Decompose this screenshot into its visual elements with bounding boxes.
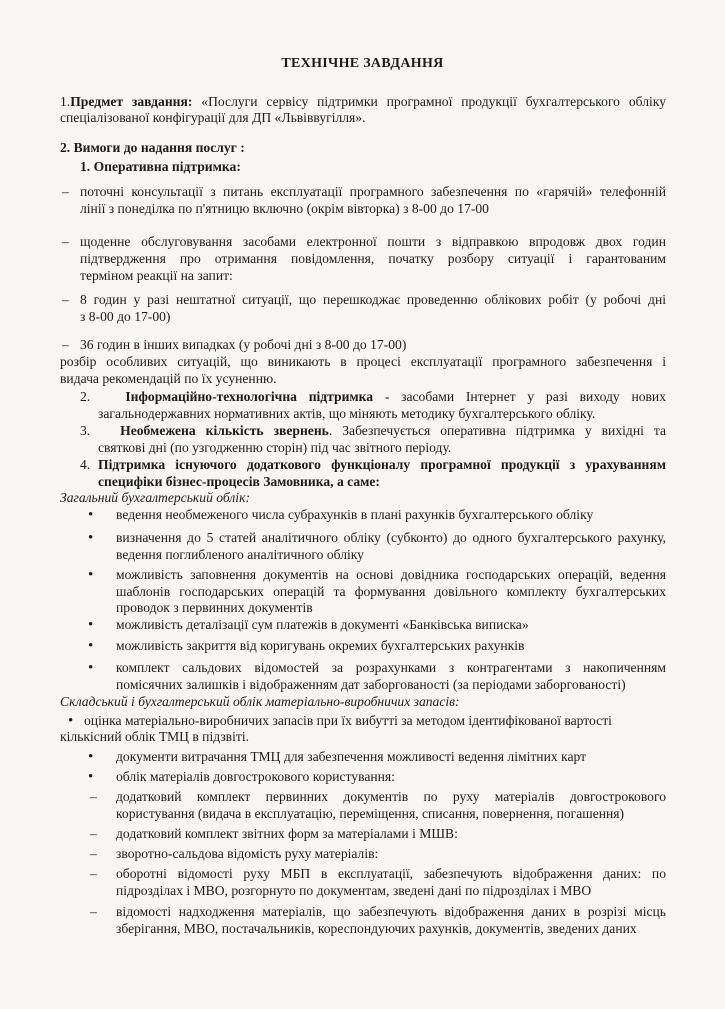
bullet-marker: • — [88, 567, 94, 583]
unlimited-line-1: 3. Необмежена кількість звернень. Забезпечується оперативна підтримка у вихідні та — [80, 423, 666, 438]
warehouse-item-5: зворотно-сальдова відомість руху матеріалів: — [116, 846, 379, 861]
dash-marker: – — [62, 292, 69, 307]
operational-support-heading: 1. Оперативна підтримка: — [80, 159, 241, 174]
general-item-3c: проводок з первинних документів — [116, 600, 313, 615]
general-item-2b: ведення поглибленого аналітичного обліку — [116, 547, 364, 562]
general-item-6a: комплект сальдових відомостей за розрахунками з контрагентами з накопиченням — [116, 660, 666, 675]
general-item-2a: визначення до 5 статей аналітичного обліку (субконто) до одного бухгалтерського рахунку, — [116, 530, 666, 545]
bullet-marker: • — [68, 713, 74, 729]
requirements-heading: 2. Вимоги до надання послуг : — [60, 140, 245, 155]
bullet-marker: • — [88, 660, 94, 676]
dash-marker: – — [62, 337, 69, 352]
dash-marker: – — [62, 184, 69, 199]
general-item-3b: шаблонів господарських операцій та формування довільного комплекту бухгалтерських — [116, 584, 666, 599]
infotech-line-2: загальнодержавних нормативних актів, що міняють методику бухгалтерського обліку. — [98, 406, 596, 421]
item-8h-1: 8 годин у разі нештатної ситуації, що перешкоджає проведенню облікових робіт (у робочі дні — [80, 292, 666, 307]
warehouse-item-3a: додатковий комплект первинних документів по руху матеріалів довгострокового — [116, 789, 666, 804]
warehouse-item-7b: зберігання, МВО, постачальників, кореспондуючих рахунків, документів, зведених даних — [116, 921, 637, 936]
dash-marker: – — [90, 904, 97, 919]
general-accounting-heading: Загальний бухгалтерський облік: — [60, 490, 250, 505]
analysis-para-2: видача рекомендацій по їх усуненню. — [60, 371, 277, 386]
warehouse-item-6b: підрозділах і МВО, розгорнуто по документам, зведені дані по підрозділах і МВО — [116, 883, 592, 898]
general-item-6b: помісячних залишків і відображенням дат заборгованості (за періодами заборгованості) — [116, 677, 626, 692]
general-item-3a: можливість заповнення документів на основі довідника господарських операцій, ведення — [116, 567, 666, 582]
page-title: ТЕХНІЧНЕ ЗАВДАННЯ — [281, 56, 444, 71]
warehouse-item-3b: користування (видача в експлуатацію, переміщення, списання, повернення, погашення) — [116, 806, 625, 821]
analysis-para-1: розбір особливих ситуацій, що виникають в процесі експлуатації програмного забезпечення і — [60, 354, 666, 369]
item-36h: 36 годин в інших випадках (у робочі дні з 8-00 до 17-00) — [80, 337, 407, 352]
support-line-1: Підтримка існуючого додаткового функціоналу програмної продукції з урахуванням — [98, 457, 666, 472]
infotech-label: Інформаційно-технологічна підтримка — [125, 389, 374, 404]
dash-marker: – — [62, 234, 69, 249]
bullet-marker: • — [88, 638, 94, 654]
warehouse-item-1: документи витрачання ТМЦ для забезпечення можливості ведення лімітних карт — [116, 749, 587, 764]
item-hotline-2: лінії з понеділка по п'ятницю включно (окрім вівторка) з 8-00 до 17-00 — [80, 201, 489, 216]
infotech-line-1: 2. Інформаційно-технологічна підтримка - засобами Інтернет у разі виходу нових — [80, 389, 667, 404]
item-email-1: щоденне обслуговування засобами електронної пошти з відправкою впродовж двох годин — [80, 234, 666, 249]
warehouse-first-line: оцінка матеріально-виробничих запасів при їх вибутті за методом ідентифікованої вартості — [84, 713, 612, 728]
dash-marker: – — [90, 826, 97, 841]
bullet-marker: • — [88, 530, 94, 546]
warehouse-heading: Складський і бухгалтерський облік матеріально-виробничих запасів: — [60, 694, 460, 709]
dash-marker: – — [90, 866, 97, 881]
subject-line-2: спеціалізованої конфігурації для ДП «Львіввугілля». — [60, 110, 366, 125]
unlimited-line-2: святкові дні (по узгодженню сторін) під час звітного періоду. — [98, 440, 452, 455]
support-line-2: специфіки бізнес-процесів Замовника, а саме: — [98, 474, 380, 489]
warehouse-item-4: додатковий комплект звітних форм за матеріалами і МШВ: — [116, 826, 458, 841]
dash-marker: – — [90, 789, 97, 804]
bullet-marker: • — [88, 749, 94, 765]
bullet-marker: • — [88, 507, 94, 523]
bullet-marker: • — [88, 617, 94, 633]
item-email-2: підтвердження про отримання повідомлення, початку розбору ситуації і гарантованим — [80, 251, 666, 266]
warehouse-item-7a: відомості надходження матеріалів, що забезпечують відображення даних в розрізі місць — [116, 904, 666, 919]
bullet-marker: • — [88, 769, 94, 785]
unlimited-label: Необмежена кількість звернень — [120, 423, 329, 438]
warehouse-item-2: облік матеріалів довгострокового користування: — [116, 769, 395, 784]
subject-label: Предмет завдання: — [70, 94, 193, 109]
subject-line-1: 1.Предмет завдання: «Послуги сервісу підтримки програмної продукції бухгалтерського обліку — [60, 94, 666, 109]
dash-marker: – — [90, 846, 97, 861]
item-8h-2: з 8-00 до 17-00) — [80, 309, 171, 324]
item-hotline-1: поточні консультації з питань експлуатації програмного забезпечення по «гарячій» телефонній — [80, 184, 666, 199]
general-item-4: можливість деталізації сум платежів в документі «Банківська виписка» — [116, 617, 529, 632]
general-item-5: можливість закриття від коригувань окремих бухгалтерських рахунків — [116, 638, 525, 653]
warehouse-item-6a: оборотні відомості руху МБП в експлуатації, забезпечують відображення даних: по — [116, 866, 666, 881]
general-item-1: ведення необмеженого числа субрахунків в плані рахунків бухгалтерського обліку — [116, 507, 594, 522]
warehouse-first-cont: кількісний облік ТМЦ в підзвіті. — [60, 729, 249, 744]
number-marker: 4. — [80, 457, 91, 472]
item-email-3: терміном реакції на запит: — [80, 268, 233, 283]
